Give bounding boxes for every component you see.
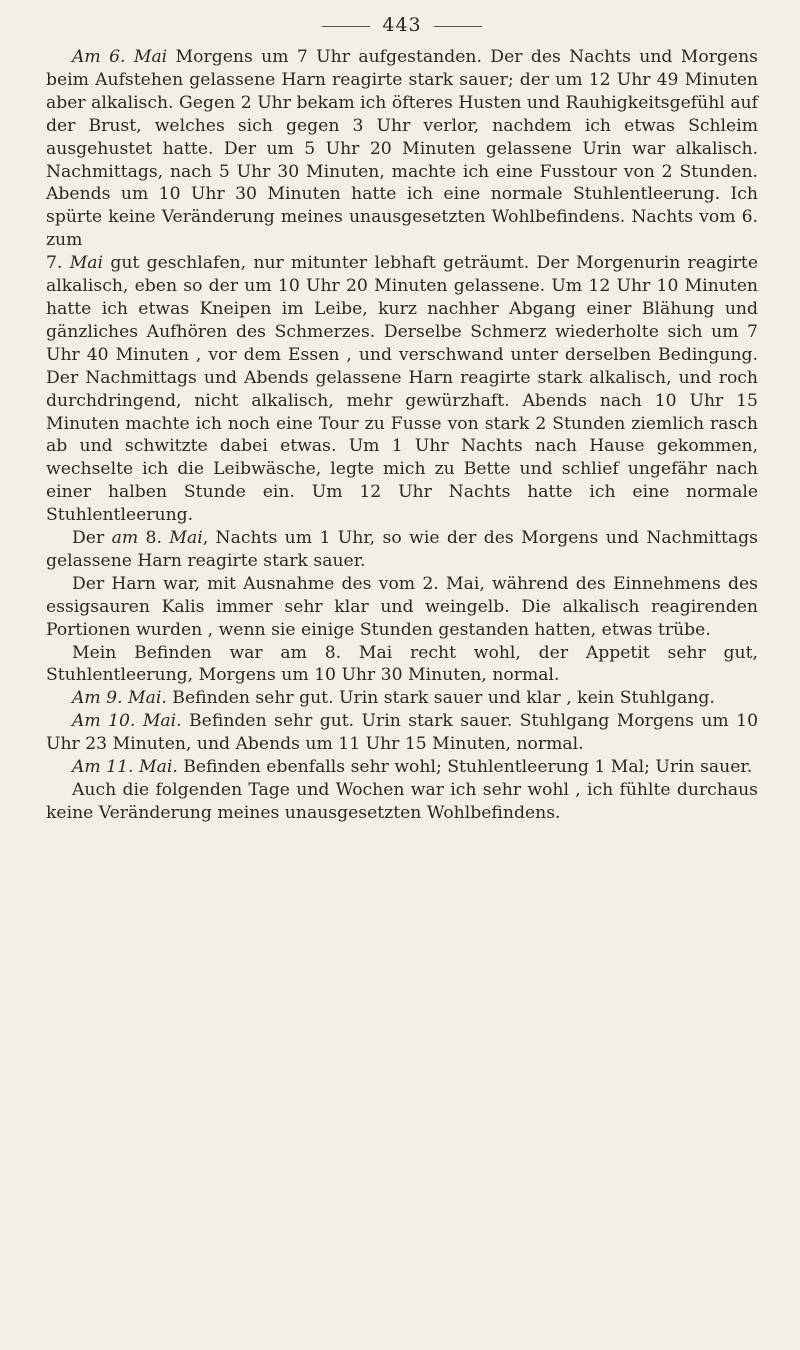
paragraph-p4 <box>46 573 758 642</box>
paragraph-p5 <box>46 642 758 688</box>
date-label: Am 10. Mai. <box>72 711 182 732</box>
text-segment: Befinden ebenfalls sehr wohl; Stuhlentleerung 1 Mal; Urin sauer. <box>177 757 753 778</box>
text-segment: Befinden sehr gut. Urin stark sauer und klar , kein Stuhlgang. <box>166 688 715 709</box>
text-segment: 7. <box>46 253 70 274</box>
date-label: Am 9. Mai. <box>72 688 167 709</box>
date-label: am <box>111 528 139 549</box>
paragraph-p2 <box>46 252 758 527</box>
text-segment: gut geschlafen, nur mitunter lebhaft geträumt. Der Morgenurin reagirte alkalisch, eben so der um 10 Uhr 20 Minuten gelassene. Um 12 Uhr 10 Minuten hatte ich etwas Kneipen im Leibe, kurz nachher Abgang einer Blähung und gänzliches Aufhören des Schmerzes. Derselbe Schmerz wiederholte sich um 7 Uhr 40 Minuten , vor dem Essen , und verschwand unter derselben Bedingung. Der Nachmittags und Abends gelassene Harn reagirte stark alkalisch, und roch durchdringend, nicht alkalisch, mehr gewürzhaft. Abends nach 10 Uhr 15 Minuten machte ich noch eine Tour zu Fusse von stark 2 Stunden ziemlich rasch ab und schwitzte dabei etwas. Um 1 Uhr Nachts nach Hause gekommen, wechselte ich die Leibwäsche, legte mich zu Bette und schlief ungefähr nach einer halben Stunde ein. Um 12 Uhr Nachts hatte ich eine normale Stuhlentleerung. <box>46 253 758 526</box>
text-segment: Mein Befinden war am 8. Mai recht wohl, der Appetit sehr gut, Stuhlentleerung, Morgens um 10 Uhr 30 Minuten, normal. <box>46 642 758 686</box>
text-segment: Auch die folgenden Tage und Wochen war ich sehr wohl , ich fühlte durchaus keine Veränderung meines unausgesetzten Wohlbefindens. <box>46 780 758 823</box>
paragraph-p6 <box>46 687 758 710</box>
date-label: Mai <box>169 528 203 549</box>
text-segment: , Nachts um 1 Uhr, so wie der des Morgens und Nachmittags gelassene Harn reagirte stark sauer. <box>46 528 758 571</box>
date-label: Am 11. Mai. <box>72 757 178 778</box>
text-segment: Befinden sehr gut. Urin stark sauer. Stuhlgang Morgens um 10 Uhr 23 Minuten, und Abends um 11 Uhr 15 Minuten, normal. <box>46 711 758 755</box>
paragraph-p3 <box>46 527 758 573</box>
body-text <box>46 46 758 825</box>
text-segment: Der <box>72 528 112 549</box>
paragraph-p9 <box>46 779 758 825</box>
date-label: Am 6. Mai <box>72 47 168 67</box>
text-segment: Der Harn war, mit Ausnahme des vom 2. Mai, während des Einnehmens des essigsauren Kalis immer sehr klar und weingelb. Die alkalisch reagirenden Portionen wurden , wenn sie einige Stunden gestanden hatten, etwas trübe. <box>46 573 758 640</box>
page-header <box>46 8 758 42</box>
paragraph-p7 <box>46 710 758 756</box>
paragraph-p8 <box>46 756 758 779</box>
text-segment: 8. <box>138 528 170 549</box>
text-segment: Morgens um 7 Uhr aufgestanden. Der des Nachts und Morgens beim Aufstehen gelassene Harn reagirte stark sauer; der um 12 Uhr 49 Minuten aber alkalisch. Gegen 2 Uhr bekam ich öfteres Husten und Rauhigkeitsgefühl auf der Brust, welches sich gegen 3 Uhr verlor, nachdem ich etwas Schleim ausgehustet hatte. Der um 5 Uhr 20 Minuten gelassene Urin war alkalisch. Nachmittags, nach 5 Uhr 30 Minuten, machte ich eine Fusstour von 2 Stunden. Abends um 10 Uhr 30 Minuten hatte ich eine normale Stuhlentleerung. Ich spürte keine Veränderung meines unausgesetzten Wohlbefindens. Nachts vom 6. zum <box>46 47 758 251</box>
book-page <box>46 8 758 825</box>
page-number: 443 <box>382 14 422 36</box>
header-rule-right <box>434 26 482 27</box>
date-label: Mai <box>69 253 104 274</box>
paragraph-p1 <box>46 46 758 252</box>
header-rule-left <box>322 26 370 27</box>
